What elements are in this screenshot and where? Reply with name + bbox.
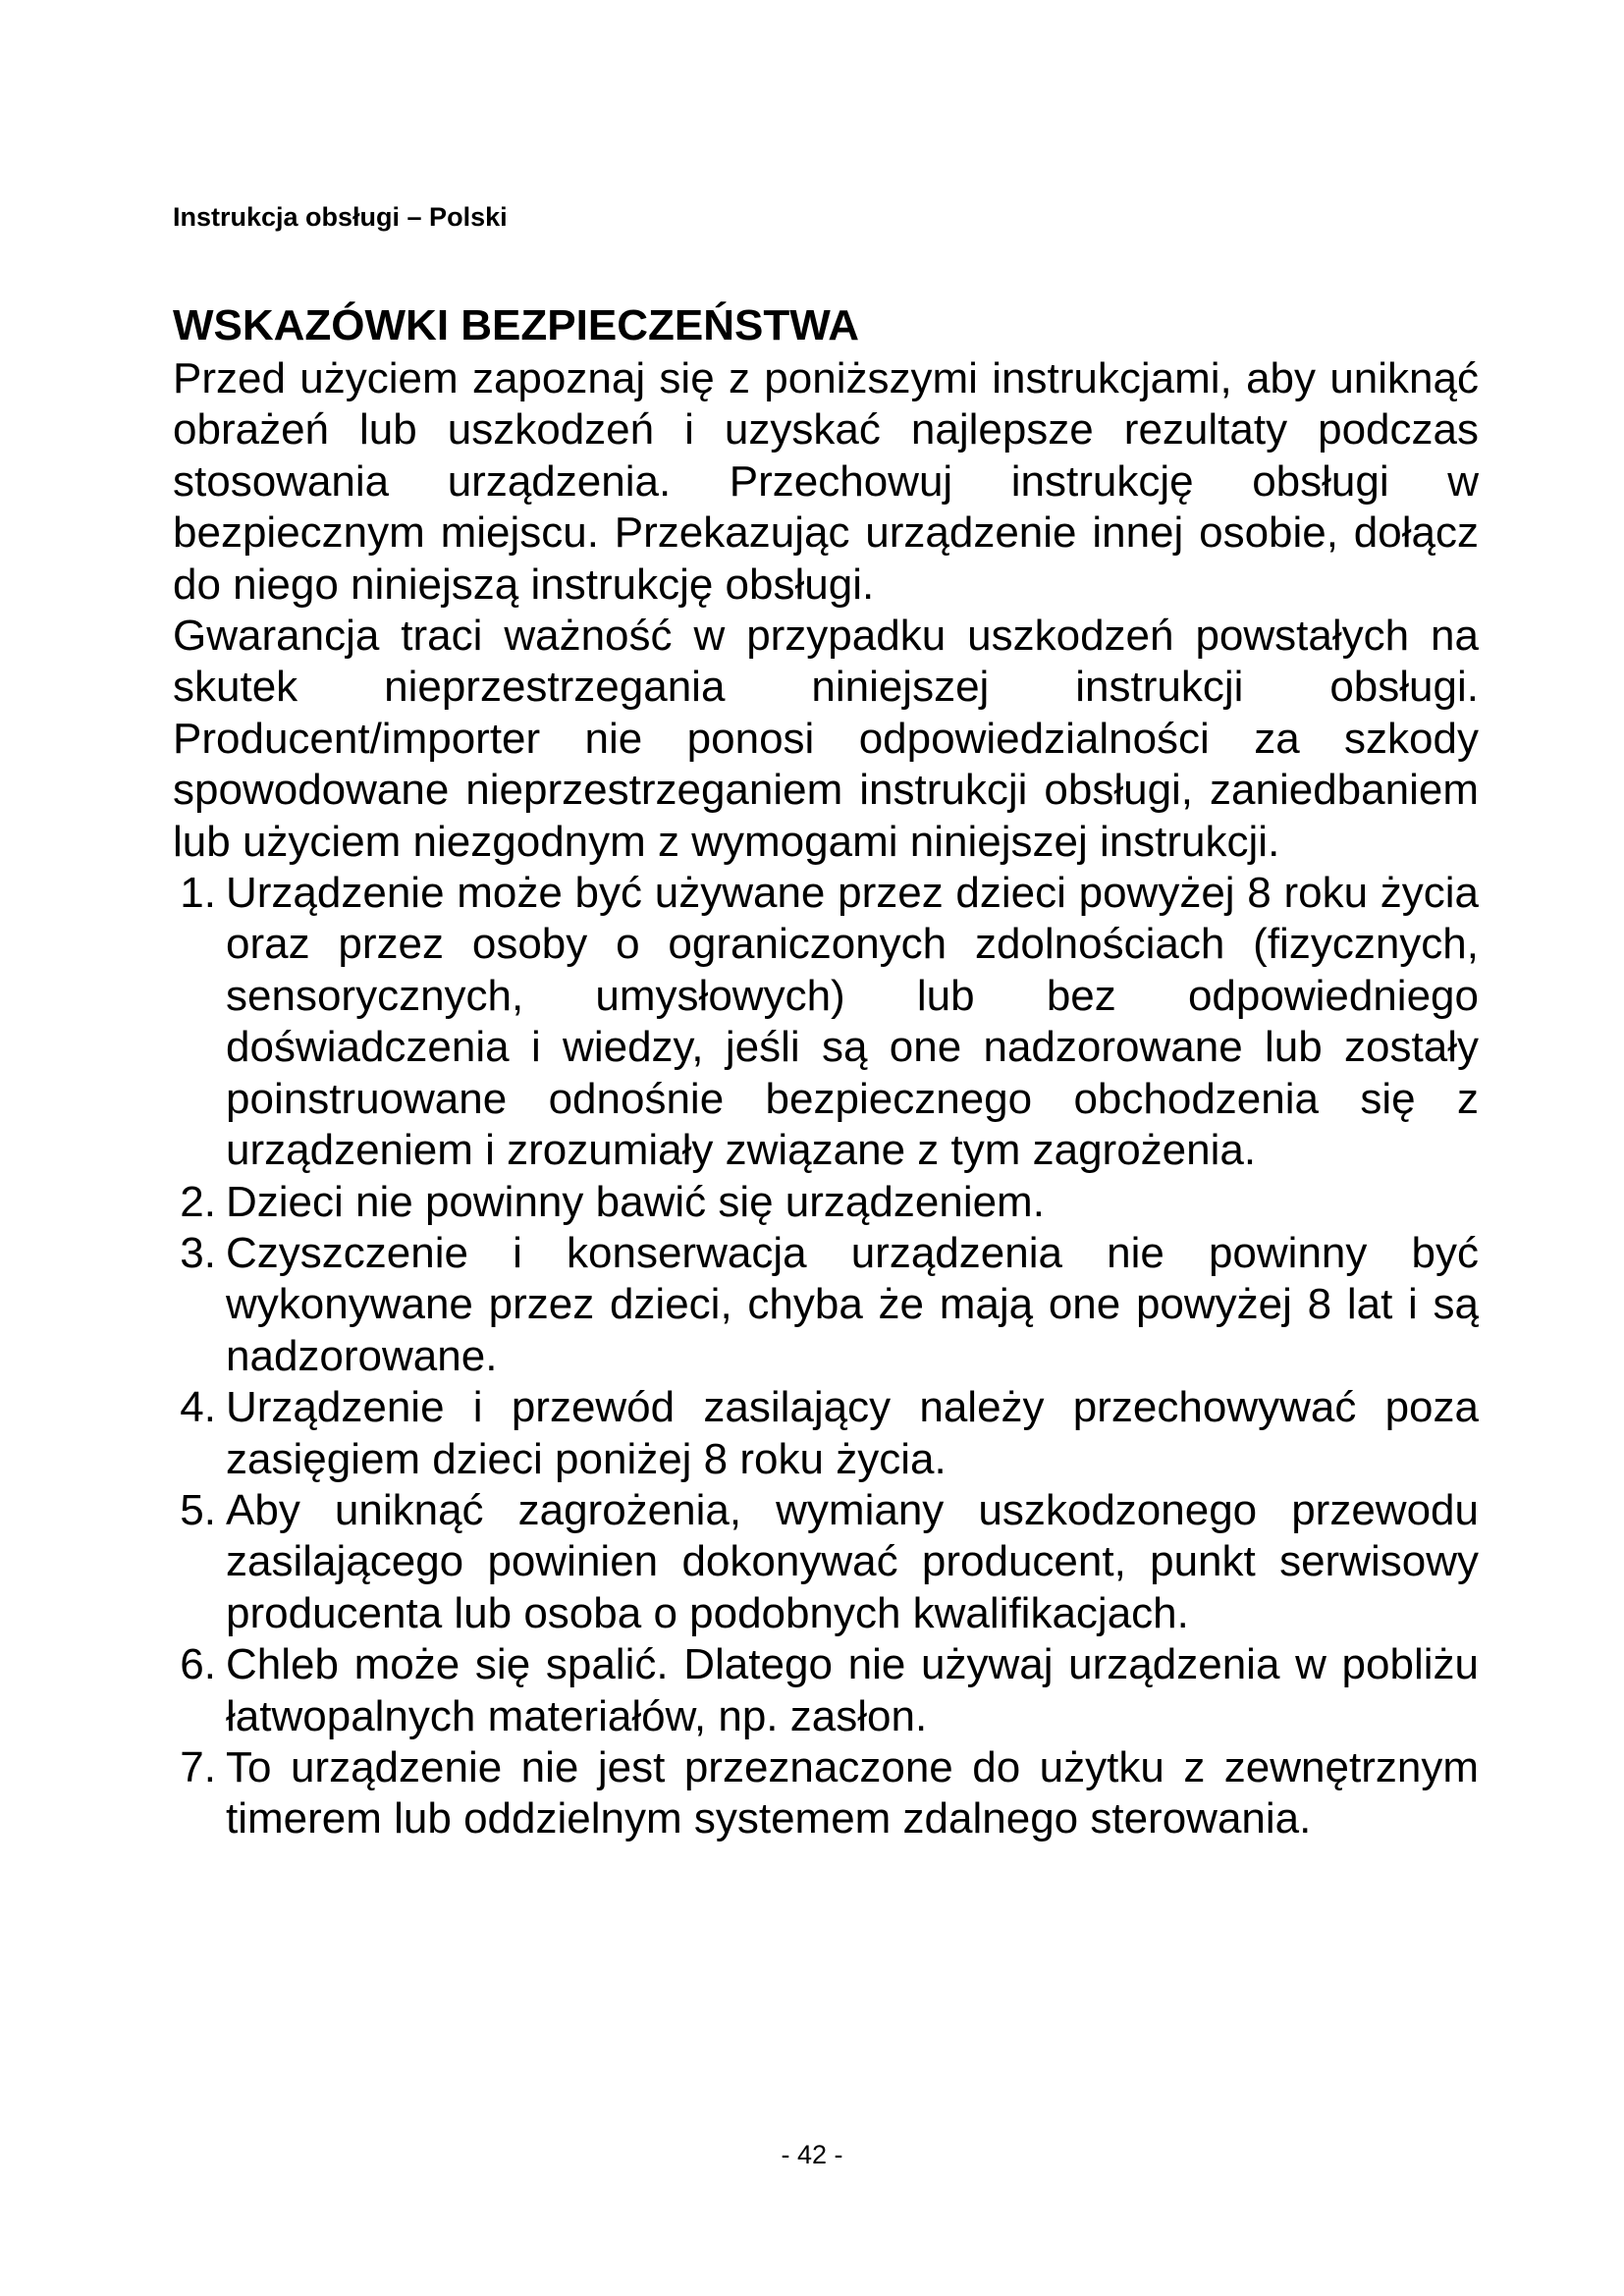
list-item	[173, 1177, 1479, 1228]
list-item	[173, 1485, 1479, 1639]
list-item-number: 2.	[180, 1177, 216, 1226]
list-item	[173, 1382, 1479, 1485]
list-item-text: Aby uniknąć zagrożenia, wymiany uszkodzonego przewodu zasilającego powinien dokonywać producent, punkt serwisowy producenta lub osoba o podobnych kwalifikacjach.	[226, 1485, 1479, 1637]
list-item	[173, 1639, 1479, 1742]
list-item	[173, 868, 1479, 1176]
list-item-number: 3.	[180, 1228, 216, 1277]
list-item-number: 7.	[180, 1742, 216, 1791]
list-item-text: Dzieci nie powinny bawić się urządzeniem.	[226, 1177, 1045, 1226]
list-item-text: Urządzenie i przewód zasilający należy przechowywać poza zasięgiem dzieci poniżej 8 roku życia.	[226, 1383, 1479, 1483]
list-item	[173, 1742, 1479, 1845]
list-item-text: Czyszczenie i konserwacja urządzenia nie powinny być wykonywane przez dzieci, chyba że mają one powyżej 8 lat i są nadzorowane.	[226, 1228, 1479, 1380]
section-title: WSKAZÓWKI BEZPIECZEŃSTWA	[173, 301, 860, 349]
safety-list	[173, 868, 1479, 1845]
warranty-paragraph: Gwarancja traci ważność w przypadku uszkodzeń powstałych na skutek nieprzestrzegania niniejszej instrukcji obsługi. Producent/importer nie ponosi odpowiedzialności za szkody spowodowane nieprzestrzeganiem instrukcji obsługi, zaniedbaniem lub użyciem niezgodnym z wymogami niniejszej instrukcji.	[173, 612, 1479, 866]
list-item-number: 4.	[180, 1383, 216, 1432]
list-item-number: 1.	[180, 869, 216, 918]
list-item-number: 5.	[180, 1485, 216, 1534]
list-item-text: Urządzenie może być używane przez dzieci powyżej 8 roku życia oraz przez osoby o ograniczonych zdolnościach (fizycznych, sensorycznych, umysłowych) lub bez odpowiedniego doświadczenia i wiedzy, jeśli są one nadzorowane lub zostały poinstruowane odnośnie bezpiecznego obchodzenia się z urządzeniem i zrozumiały związane z tym zagrożenia.	[226, 869, 1479, 1175]
list-item	[173, 1228, 1479, 1382]
list-item-text: To urządzenie nie jest przeznaczone do użytku z zewnętrznym timerem lub oddzielnym systemem zdalnego sterowania.	[226, 1742, 1479, 1843]
document-body	[173, 300, 1479, 1845]
intro-paragraph: Przed użyciem zapoznaj się z poniższymi instrukcjami, aby uniknąć obrażeń lub uszkodzeń i uzyskać najlepsze rezultaty podczas stosowania urządzenia. Przechowuj instrukcję obsługi w bezpiecznym miejscu. Przekazując urządzenie innej osobie, dołącz do niego niniejszą instrukcję obsługi.	[173, 354, 1479, 609]
page-number: - 42 -	[781, 2140, 843, 2169]
running-header: Instrukcja obsługi – Polski	[173, 202, 508, 232]
list-item-number: 6.	[180, 1640, 216, 1689]
list-item-text: Chleb może się spalić. Dlatego nie używaj urządzenia w pobliżu łatwopalnych materiałów, np. zasłon.	[226, 1640, 1479, 1740]
